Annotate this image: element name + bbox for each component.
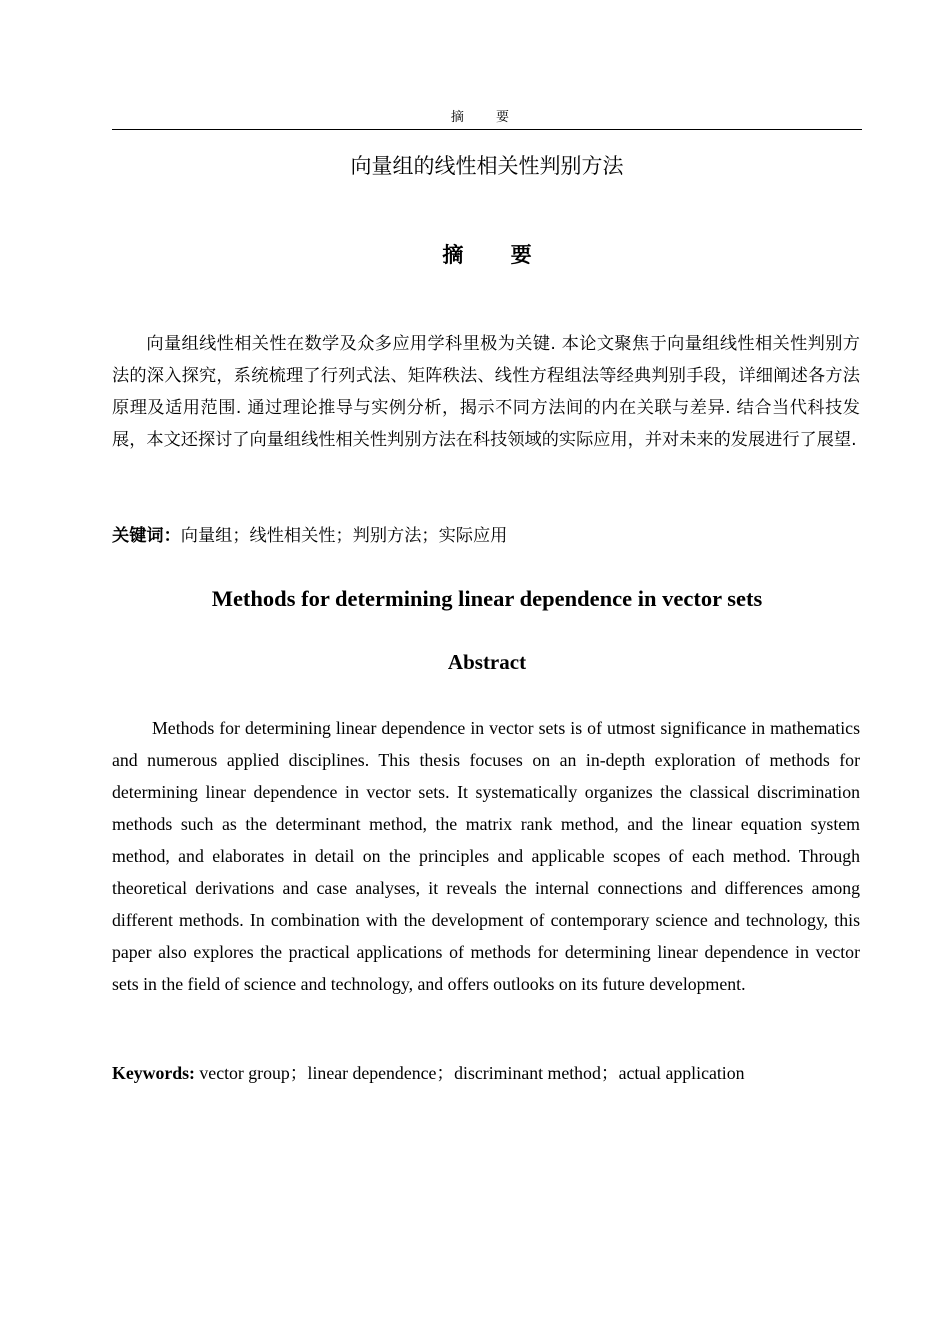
chinese-keywords-label: 关键词： (112, 526, 181, 546)
running-header: 摘 要 (450, 110, 524, 125)
english-keywords-list: vector group；linear dependence；discriminant method；actual application (194, 1063, 745, 1083)
english-keywords (112, 1057, 860, 1089)
chinese-abstract-heading: 摘 要 (442, 243, 552, 267)
chinese-keywords (112, 520, 860, 552)
header-rule (112, 129, 862, 130)
chinese-title: 向量组的线性相关性判别方法 (350, 154, 624, 178)
english-abstract-body: Methods for determining linear dependence in vector sets is of utmost significance in mathematics and numerous applied disciplines. This thesis focuses on an in-depth exploration of methods for determining linear dependence in vector sets. It systematically organizes the classical discrimination methods such as the determinant method, the matrix rank method, and the linear equation system method, and elaborates in detail on the principles and applicable scopes of each method. Through theoretical derivations and case analyses, it reveals the internal connections and differences among different methods. In combination with the development of contemporary science and technology, this paper also explores the practical applications of methods for determining linear dependence in vector sets in the field of science and technology, and offers outlooks on its future development. (112, 718, 860, 994)
chinese-abstract-body: 向量组线性相关性在数学及众多应用学科里极为关键. 本论文聚焦于向量组线性相关性判别方法的深入探究，系统梳理了行列式法、矩阵秩法、线性方程组法等经典判别手段，详细阐述各方法原理及适用范围. 通过理论推导与实例分析，揭示不同方法间的内在关联与差异. 结合当代科技发展，本文还探讨了向量组线性相关性判别方法在科技领域的实际应用，并对未来的发展进行了展望. (112, 334, 860, 450)
chinese-keywords-list: 向量组；线性相关性；判别方法；实际应用 (180, 526, 508, 546)
english-keywords-label: Keywords: (112, 1063, 195, 1083)
english-title: Methods for determining linear dependence in vector sets (211, 586, 763, 611)
english-abstract-heading: Abstract (447, 650, 527, 674)
